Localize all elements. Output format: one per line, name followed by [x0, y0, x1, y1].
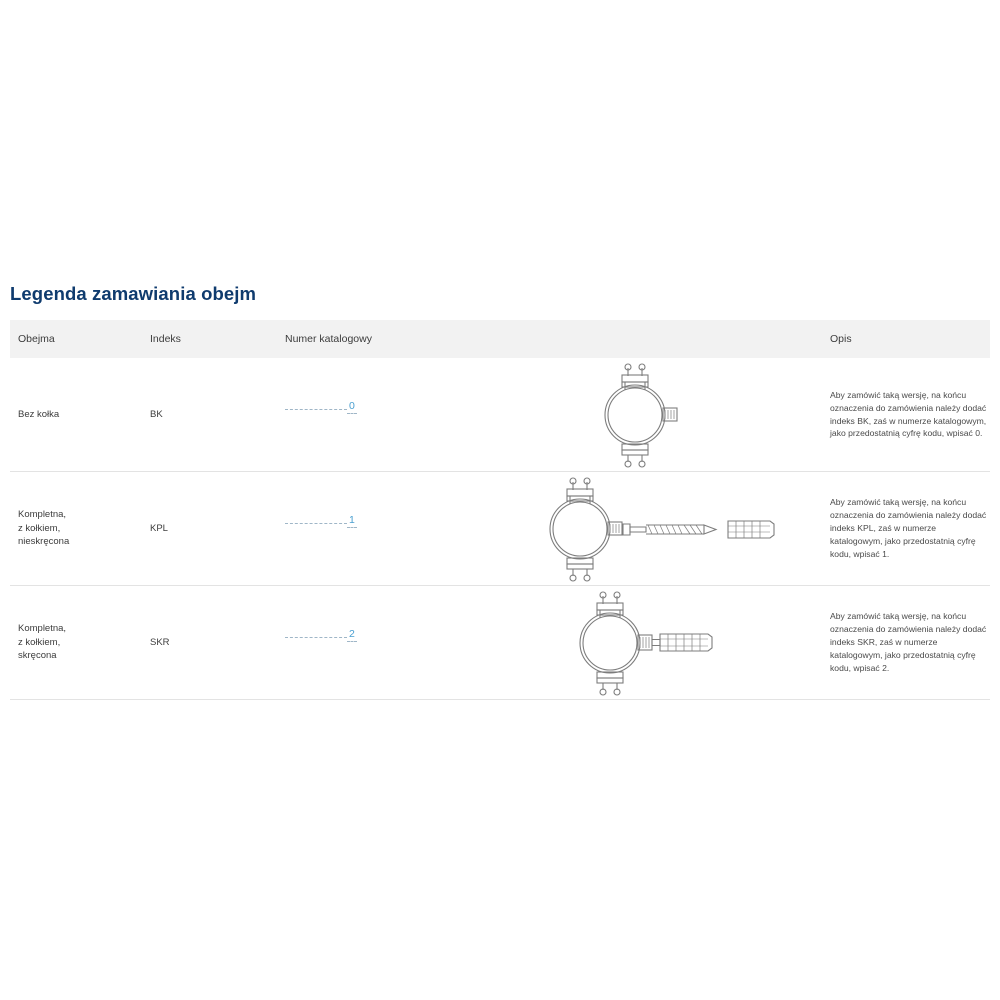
catalogue-code-digit: 0 [349, 399, 355, 412]
cell-numer-katalogowy [285, 400, 465, 430]
catalogue-code-dashes [285, 637, 347, 638]
description-text: Aby zamówić taką wersję, na końcu oznaczenia do zamówienia należy dodać indeks KPL, zaś w numerze katalogowym, jako przedostatnią cyfrę kodu, wpisać 1. [830, 497, 987, 559]
description-text: Aby zamówić taką wersję, na końcu oznaczenia do zamówienia należy dodać indeks SKR, zaś w numerze katalogowym, jako przedostatnią cyfrę kodu, wpisać 2. [830, 611, 987, 673]
cell-obejma-line: skręcona [18, 650, 57, 662]
cell-numer-katalogowy [285, 514, 465, 544]
cell-obejma-line: z kołkiem, [18, 522, 61, 534]
cell-obejma-line: z kołkiem, [18, 636, 61, 648]
column-header-opis: Opis [830, 333, 852, 345]
cell-indeks: SKR [150, 636, 170, 648]
clamp-with-loose-anchor-diagram [465, 474, 830, 584]
cell-opis [830, 389, 990, 441]
cell-indeks: KPL [150, 522, 168, 534]
column-header-indeks: Indeks [150, 333, 181, 345]
catalogue-code-digit: 2 [349, 627, 355, 640]
cell-obejma-line: nieskręcona [18, 536, 70, 548]
column-header-obejma: Obejma [18, 333, 55, 345]
cell-numer-katalogowy [285, 628, 465, 658]
table-row [10, 472, 990, 586]
catalogue-code [285, 514, 363, 528]
cell-obejma-line: Kompletna, [18, 508, 67, 520]
catalogue-code [285, 400, 363, 414]
catalogue-code-dashes [285, 523, 347, 524]
clamp-with-assembled-anchor-diagram [465, 588, 830, 698]
cell-obejma: Bez kołka [18, 408, 60, 420]
column-header-numer-katalogowy: Numer katalogowy [285, 333, 372, 345]
cell-opis [830, 610, 990, 674]
catalogue-code-digit: 1 [349, 513, 355, 526]
page-title: Legenda zamawiania obejm [10, 283, 257, 304]
catalogue-code [285, 628, 363, 642]
cell-opis [830, 496, 990, 560]
clamp-ordering-legend-table [10, 320, 990, 700]
description-text: Aby zamówić taką wersję, na końcu oznaczenia do zamówienia należy dodać indeks BK, zaś w numerze katalogowym, jako przedostatnią cyfrę kodu, wpisać 0. [830, 389, 987, 439]
cell-obejma [10, 508, 150, 549]
clamp-without-anchor-diagram [465, 360, 830, 470]
cell-obejma-line: Kompletna, [18, 622, 67, 634]
cell-obejma [10, 622, 150, 663]
table-header-row [10, 320, 990, 358]
cell-indeks: BK [150, 408, 163, 420]
table-row [10, 586, 990, 700]
catalogue-code-dashes [285, 409, 347, 410]
table-row [10, 358, 990, 472]
